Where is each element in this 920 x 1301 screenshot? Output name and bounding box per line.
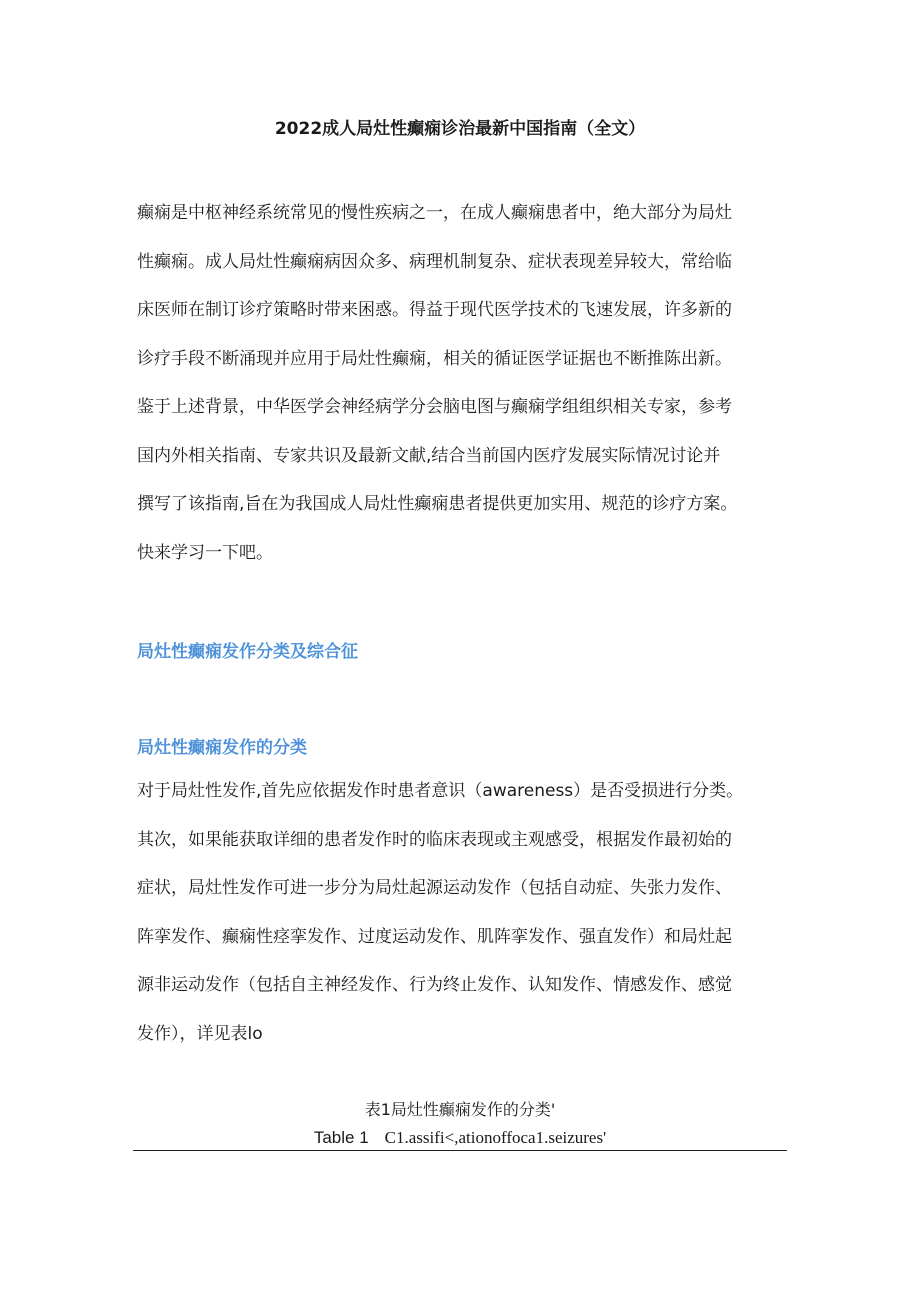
intro-line: 国内外相关指南、专家共识及最新文献,结合当前国内医疗发展实际情况讨论并 (137, 445, 721, 466)
table-caption-chinese: 表1局灶性癫痫发作的分类' (364, 1100, 556, 1119)
intro-line: 癫痫是中枢神经系统常见的慢性疾病之一，在成人癫痫患者中，绝大部分为局灶 (137, 203, 732, 223)
subsection-heading: 局灶性癫痫发作的分类 (137, 738, 307, 758)
intro-line: 性癫痫。成人局灶性癫痫病因众多、病理机制复杂、症状表现差异较大，常给临 (137, 251, 732, 272)
intro-line: 诊疗手段不断涌现并应用于局灶性癫痫，相关的循证医学证据也不断推陈出新。 (137, 348, 732, 369)
classification-line: 阵挛发作、癫痫性痉挛发作、过度运动发作、肌阵挛发作、强直发作）和局灶起 (137, 926, 732, 947)
classification-line: 源非运动发作（包括自主神经发作、行为终止发作、认知发作、情感发作、感觉 (137, 975, 732, 995)
classification-paragraph (137, 779, 792, 1070)
table-caption-english (0, 1128, 920, 1148)
table-top-rule (133, 1150, 787, 1151)
classification-line: 症状，局灶性发作可进一步分为局灶起源运动发作（包括自动症、失张力发作、 (137, 878, 732, 898)
intro-line: 床医师在制订诊疗策略时带来困惑。得益于现代医学技术的飞速发展，许多新的 (137, 300, 732, 320)
classification-line: 发作），详见表lo (137, 1023, 263, 1044)
intro-line: 快来学习一下吧。 (137, 542, 273, 563)
classification-line: 对于局灶性发作,首先应依据发作时患者意识（awareness）是否受损进行分类。 (137, 781, 744, 801)
intro-paragraph (137, 201, 792, 589)
section-heading: 局灶性癫痫发作分类及综合征 (137, 642, 358, 662)
intro-line: 撰写了该指南,旨在为我国成人局灶性癫痫患者提供更加实用、规范的诊疗方案。 (137, 494, 738, 514)
classification-line: 其次，如果能获取详细的患者发作时的临床表现或主观感受，根据发作最初始的 (137, 829, 732, 850)
document-title: 2022成人局灶性癫痫诊治最新中国指南（全文） (274, 119, 646, 139)
table-caption-text: C1.assifi<,ationoffoca1.seizures' (384, 1128, 607, 1147)
table-caption-number: Table 1 (313, 1128, 369, 1147)
intro-line: 鉴于上述背景，中华医学会神经病学分会脑电图与癫痫学组组织相关专家，参考 (137, 397, 732, 417)
